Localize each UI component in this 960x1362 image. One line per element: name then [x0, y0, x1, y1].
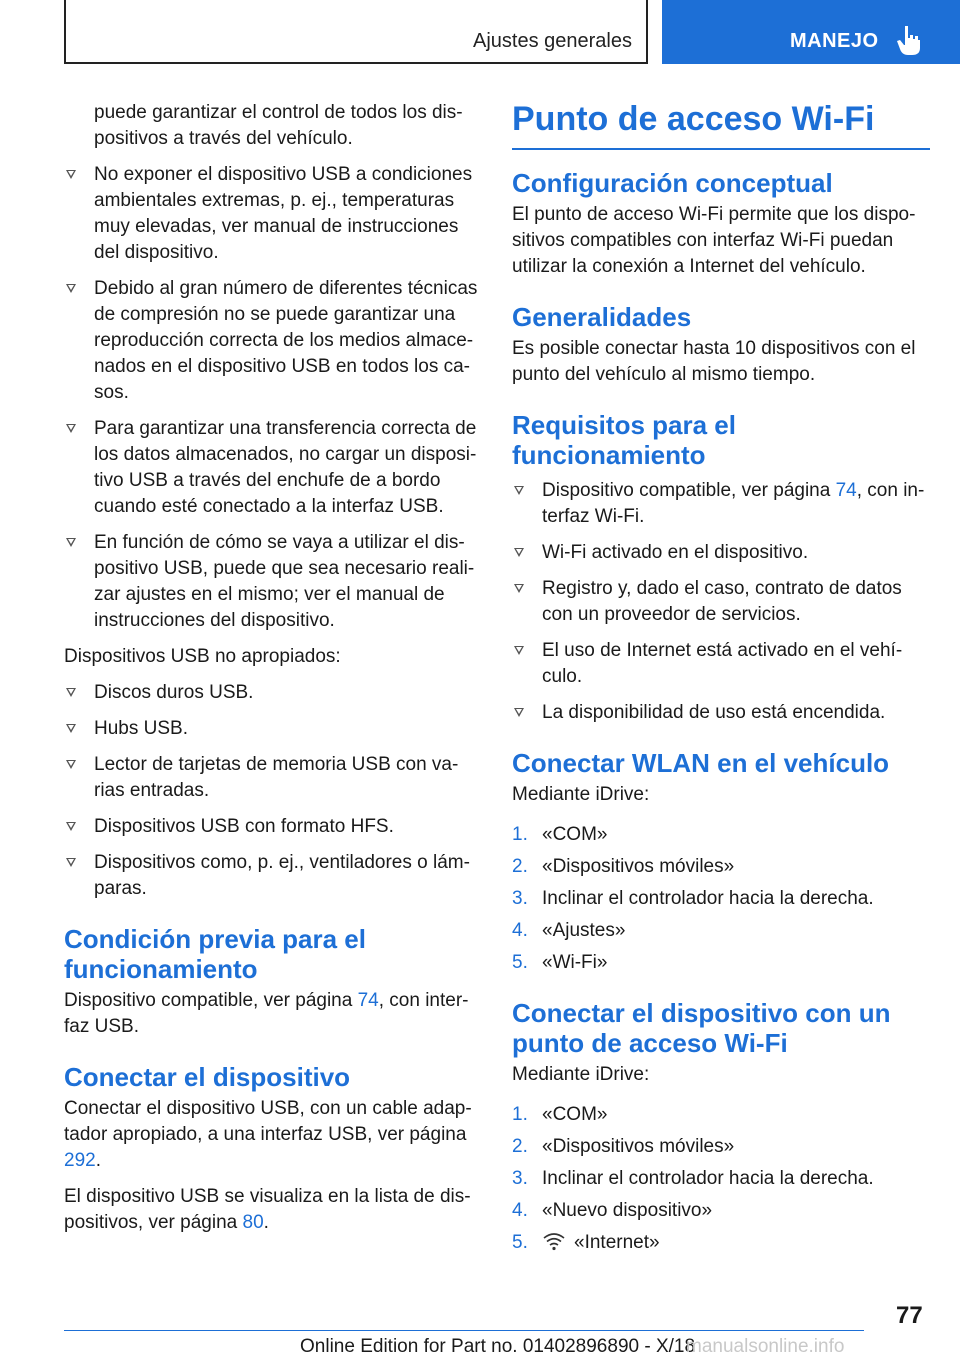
heading-connect-hotspot: Conectar el dispositivo con un punto de acceso Wi-Fi: [512, 998, 891, 1058]
bullet-triangle-icon: [66, 424, 76, 433]
page-link[interactable]: 74: [357, 990, 379, 1011]
list-item: Dispositivos USB con formato HFS.: [64, 814, 480, 840]
step-item: 5. «Wi-Fi»: [512, 952, 608, 973]
list-item: En función de cómo se vaya a utilizar el dispositivo USB, puede que sea necesario realizar ajustes en el mismo; ver el manual de instrucciones del dispositivo.: [64, 530, 480, 634]
footer-edition: Online Edition for Part no. 01402896890 - X/18: [300, 1336, 696, 1357]
list-item: Registro y, dado el caso, contrato de datos con un proveedor de servicios.: [512, 576, 930, 628]
bullet-triangle-icon: [514, 646, 524, 655]
wifi-icon: [542, 1231, 566, 1251]
heading-connect-device: Conectar el dispositivo: [64, 1062, 351, 1092]
device-steps: [512, 1102, 930, 1256]
connect-text: Conectar el dispositivo USB, con un cable adaptador apropiado, a una interfaz USB, ver página 292.: [64, 1098, 472, 1171]
list-item: Wi-Fi activado en el dispositivo.: [512, 540, 930, 566]
list-item: Discos duros USB.: [64, 680, 480, 706]
heading-precondition: Condición previa para el funcionamiento: [64, 924, 366, 984]
page-number: 77: [896, 1302, 923, 1329]
general-text: Es posible conectar hasta 10 dispositivos con el punto del vehículo al mismo tiempo.: [512, 338, 916, 385]
list-item: Dispositivo compatible, ver página 74, con interfaz Wi-Fi.: [512, 478, 930, 530]
unsuitable-devices-intro: Dispositivos USB no apropiados:: [64, 646, 341, 667]
heading-requirements: Requisitos para el funcionamiento: [512, 410, 736, 470]
step-item: 3. Inclinar el controlador hacia la derecha.: [512, 888, 874, 909]
list-item: Dispositivos como, p. ej., ventiladores o lámparas.: [64, 850, 480, 902]
bullet-triangle-icon: [66, 170, 76, 179]
step-item: 5. «Internet»: [512, 1232, 660, 1253]
step-item: 4. «Nuevo dispositivo»: [512, 1200, 713, 1221]
bullet-triangle-icon: [514, 486, 524, 495]
step-item: 2. «Dispositivos móviles»: [512, 856, 735, 877]
footer-rule: [64, 1330, 864, 1331]
chapter-heading: Punto de acceso Wi-Fi: [512, 100, 875, 138]
section-header: [64, 0, 648, 64]
heading-rule: [512, 148, 930, 150]
precondition-text: Dispositivo compatible, ver página 74, con interfaz USB.: [64, 990, 469, 1037]
watermark: manualsonline.info: [686, 1336, 845, 1357]
bullet-triangle-icon: [66, 688, 76, 697]
right-column: [512, 98, 930, 1262]
requirements-list: [512, 478, 930, 726]
bullet-triangle-icon: [66, 760, 76, 769]
heading-concept: Configuración conceptual: [512, 168, 833, 198]
bullet-triangle-icon: [66, 284, 76, 293]
bullet-triangle-icon: [66, 858, 76, 867]
usb-notes-list: [64, 162, 480, 634]
bullet-triangle-icon: [66, 822, 76, 831]
wlan-intro: Mediante iDrive:: [512, 784, 650, 805]
left-column: [64, 100, 480, 1246]
list-item: No exponer el dispositivo USB a condiciones ambientales extremas, p. ej., temperaturas muy elevadas, ver manual de instrucciones del dispositivo.: [64, 162, 480, 266]
heading-connect-wlan: Conectar WLAN en el vehículo: [512, 748, 890, 778]
wlan-steps: [512, 822, 930, 976]
step-item: 4. «Ajustes»: [512, 920, 626, 941]
step-item: 2. «Dispositivos móviles»: [512, 1136, 735, 1157]
bullet-triangle-icon: [514, 584, 524, 593]
bullet-triangle-icon: [66, 538, 76, 547]
step-item: 1. «COM»: [512, 1104, 608, 1125]
chapter-tab: [662, 0, 960, 64]
list-item: El uso de Internet está activado en el vehículo.: [512, 638, 930, 690]
list-item: La disponibilidad de uso está encendida.: [512, 700, 930, 726]
list-item: Hubs USB.: [64, 716, 480, 742]
driving-hand-icon: [896, 24, 922, 56]
page-link[interactable]: 74: [835, 480, 857, 501]
unsuitable-devices-list: [64, 680, 480, 902]
step-item: 1. «COM»: [512, 824, 608, 845]
device-list-text: El dispositivo USB se visualiza en la lista de dispositivos, ver página 80.: [64, 1186, 471, 1233]
step-item: 3. Inclinar el controlador hacia la derecha.: [512, 1168, 874, 1189]
bullet-triangle-icon: [514, 548, 524, 557]
bullet-triangle-icon: [514, 708, 524, 717]
concept-text: El punto de acceso Wi-Fi permite que los dispositivos compatibles con interfaz Wi-Fi puedan utilizar la conexión a Internet del vehículo.: [512, 204, 916, 277]
bullet-triangle-icon: [66, 724, 76, 733]
heading-general: Generalidades: [512, 302, 692, 332]
list-item: Lector de tarjetas de memoria USB con varias entradas.: [64, 752, 480, 804]
list-item: Debido al gran número de diferentes técnicas de compresión no se puede garantizar una reproducción correcta de los medios almacenados en el dispositivo USB en todos los casos.: [64, 276, 480, 406]
chapter-title: MANEJO: [790, 30, 879, 52]
paragraph-continued: puede garantizar el control de todos los dispositivos a través del vehículo.: [94, 102, 463, 149]
page-link[interactable]: 292: [64, 1150, 96, 1171]
section-title: Ajustes generales: [473, 30, 632, 52]
list-item: Para garantizar una transferencia correcta de los datos almacenados, no cargar un dispositivo USB a través del enchufe de a bordo cuando esté conectado a la interfaz USB.: [64, 416, 480, 520]
page-link[interactable]: 80: [242, 1212, 264, 1233]
device-intro: Mediante iDrive:: [512, 1064, 650, 1085]
